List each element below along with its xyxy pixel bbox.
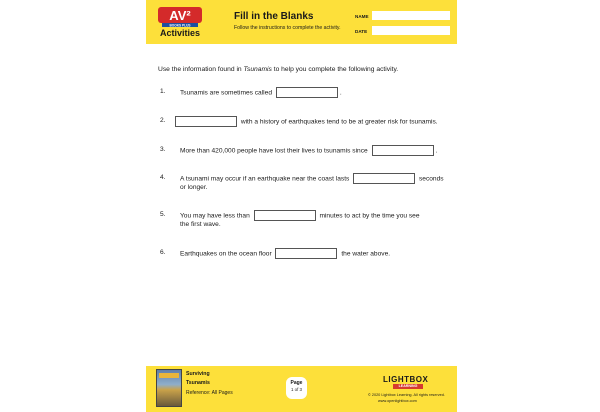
question-number: 5. (160, 211, 166, 218)
logo-tagline: BOOKS PLUS (169, 23, 191, 28)
series-name: Surviving (186, 371, 210, 377)
worksheet-page (146, 0, 457, 412)
question-number: 6. (160, 249, 166, 256)
av2-logo (156, 6, 204, 28)
question-text-line2: the first wave. (180, 221, 221, 228)
worksheet-header (146, 0, 457, 44)
website-link[interactable]: www.openlightbox.com (378, 399, 417, 403)
question-text-line2: or longer. (180, 184, 208, 191)
worksheet-footer (146, 366, 457, 412)
question-text: More than 420,000 people have lost their lives to tsunamis since (180, 147, 370, 155)
book-name: Tsunamis (186, 380, 210, 386)
question-text: A tsunami may occur if an earthquake near the coast lasts (180, 175, 352, 183)
question-text-after: the water above. (339, 250, 391, 258)
answer-blank[interactable] (175, 116, 237, 127)
page-indicator (286, 377, 307, 399)
question-text: Tsunamis are sometimes called (180, 89, 274, 97)
question-text: You may have less than (180, 212, 252, 220)
lightbox-learning-tag: LEARNING (393, 384, 423, 389)
instructions (158, 66, 398, 73)
question-text-after: minutes to act by the time you see (317, 212, 420, 220)
question-text-after: . (339, 89, 342, 97)
logo-text: AV² (169, 8, 191, 23)
name-field[interactable] (372, 11, 450, 20)
worksheet-title: Fill in the Blanks (234, 11, 314, 22)
question-number: 4. (160, 174, 166, 181)
question-number: 2. (160, 117, 166, 124)
question-text: Earthquakes on the ocean floor (180, 250, 274, 258)
copyright-text: © 2020 Lightbox Learning. All rights reserved. (368, 393, 445, 397)
question-number: 1. (160, 88, 166, 95)
answer-blank[interactable] (275, 248, 337, 259)
instructions-before: Use the information found in (158, 66, 244, 73)
question-text-after: with a history of earthquakes tend to be at greater risk for tsunamis. (239, 118, 438, 126)
page-reference: Reference: All Pages (186, 390, 233, 396)
answer-blank[interactable] (276, 87, 338, 98)
book-title-italic: Tsunamis (243, 66, 272, 73)
answer-blank[interactable] (372, 145, 434, 156)
book-cover-image (156, 369, 182, 407)
question-number: 3. (160, 146, 166, 153)
question-text-after: seconds (417, 175, 444, 183)
lightbox-logo: LIGHTBOX (383, 375, 429, 384)
instructions-after: to help you complete the following activity. (271, 66, 399, 73)
name-label: NAME (355, 14, 369, 19)
answer-blank[interactable] (353, 173, 415, 184)
page-label: Page (290, 380, 303, 386)
page-number: 1 of 3 (291, 387, 302, 392)
date-label: DATE (355, 29, 368, 34)
worksheet-subtitle: Follow the instructions to complete the activity. (234, 25, 341, 31)
answer-blank[interactable] (254, 210, 316, 221)
question-text-after: . (435, 147, 438, 155)
date-field[interactable] (372, 26, 450, 35)
section-label: Activities (160, 28, 201, 38)
